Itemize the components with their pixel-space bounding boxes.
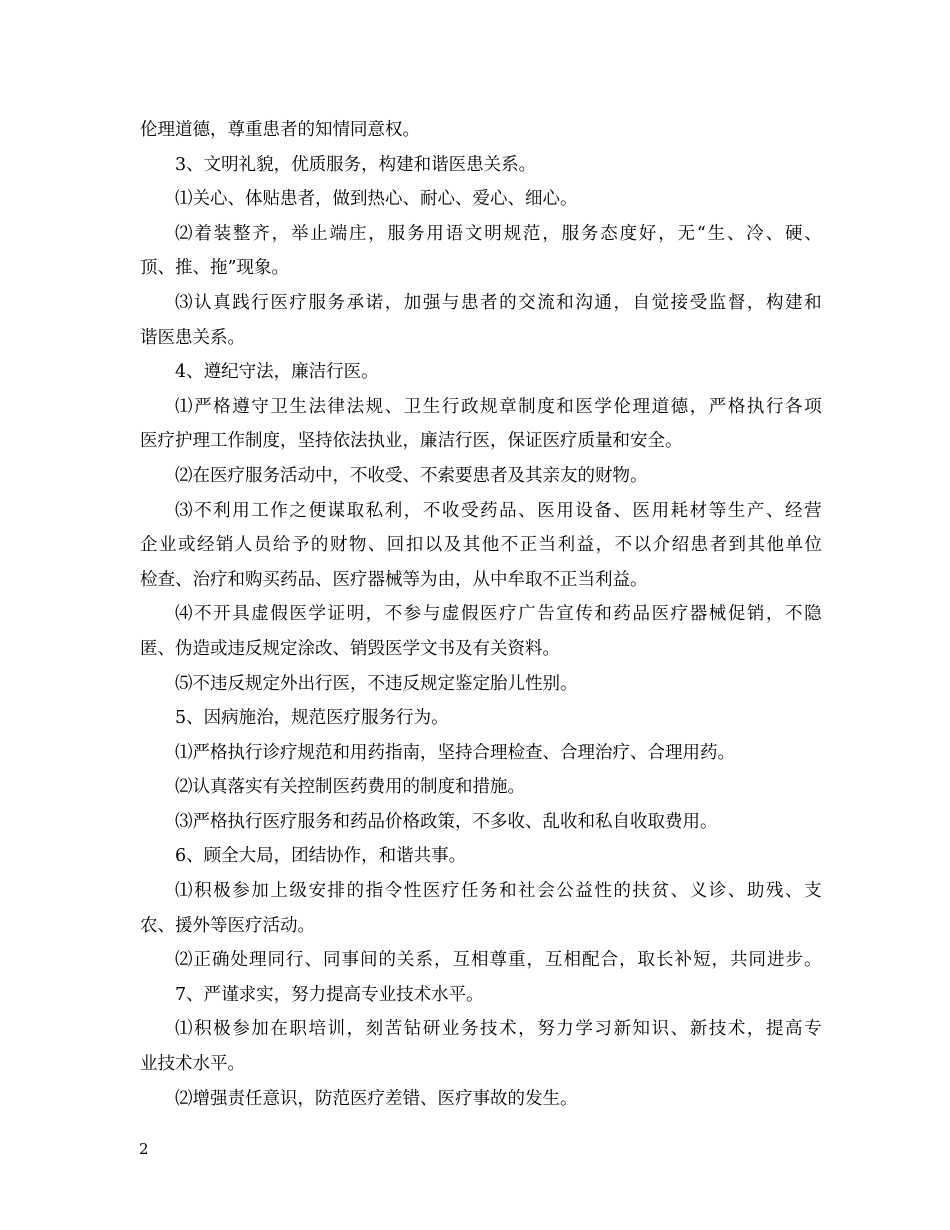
text-line: ⑶ 认 真 践 行 医 疗 服 务 承 诺 ， 加 强 与 患 者 的 交 流 和 沟 通 ， 自 觉 接 受 监 督 ， 构 建 和 [175,292,822,313]
text-line: ⑴严格执行诊疗规范和用药指南，坚持合理检查、合理治疗、合理用药。 [175,742,735,763]
text-line: ⑶ 不 利 用 工 作 之 便 谋 取 私 利 ， 不 收 受 药 品 、 医 用 设 备 、 医 用 耗 材 等 生 产 、 经 营 [175,500,822,521]
page-number: 2 [139,1140,149,1158]
text-line: 谐医患关系。 [140,327,245,348]
text-line: ⑵增强责任意识，防范医疗差错、医疗事故的发生。 [175,1088,578,1109]
text-line: ⑸不违反规定外出行医，不违反规定鉴定胎儿性别。 [175,673,578,694]
text-line: 医疗护理工作制度，坚持依法执业，廉洁行医，保证医疗质量和安全。 [140,431,683,452]
section-heading: 4、遵纪守法，廉洁行医。 [175,362,379,383]
text-line: 检查、治疗和购买药品、医疗器械等为由，从中牟取不正当利益。 [140,569,648,590]
text-line: ⑵ 着 装 整 齐 ， 举 止 端 庄 ， 服 务 用 语 文 明 规 范 ， 服 务 态 度 好 ， 无 “ 生 、 冷 、 硬 、 [175,223,822,244]
text-line: 农、援外等医疗活动。 [140,915,315,936]
text-line: ⑵认真落实有关控制医药费用的制度和措施。 [175,777,525,798]
section-heading: 3、文明礼貌，优质服务，构建和谐医患关系。 [175,154,537,175]
text-line: ⑴关心、体贴患者，做到热心、耐心、爱心、细心。 [175,189,578,210]
text-line: ⑴ 严 格 遵 守 卫 生 法 律 法 规 、 卫 生 行 政 规 章 制 度 和 医 学 伦 理 道 德 ， 严 格 执 行 各 项 [175,396,822,417]
text-line: 伦理道德，尊重患者的知情同意权。 [140,120,420,140]
section-heading: 6、顾全大局，团结协作，和谐共事。 [175,846,467,867]
text-line: ⑵在医疗服务活动中，不收受、不索要患者及其亲友的财物。 [175,465,648,486]
text-line: 业技术水平。 [140,1054,245,1075]
text-line: 企 业 或 经 销 人 员 给 予 的 财 物 、 回 扣 以 及 其 他 不 正 当 利 益 ， 不 以 介 绍 患 者 到 其 他 单 位 [140,535,822,556]
text-line: 顶、推、拖”现象。 [140,258,289,279]
text-line: ⑶严格执行医疗服务和药品价格政策，不多收、乱收和私自收取费用。 [175,811,718,832]
text-line: ⑷ 不 开 具 虚 假 医 学 证 明 ， 不 参 与 虚 假 医 疗 广 告 宣 传 和 药 品 医 疗 器 械 促 销 ， 不 隐 [175,604,822,625]
section-heading: 5、因病施治，规范医疗服务行为。 [175,708,449,729]
text-line: ⑴ 积 极 参 加 上 级 安 排 的 指 令 性 医 疗 任 务 和 社 会 公 益 性 的 扶 贫 、 义 诊 、 助 残 、 支 [175,881,822,902]
text-line: ⑴ 积 极 参 加 在 职 培 训 ， 刻 苦 钻 研 业 务 技 术 ， 努 力 学 习 新 知 识 、 新 技 术 ， 提 高 专 [175,1019,822,1040]
text-line: 匿、伪造或违反规定涂改、销毁医学文书及有关资料。 [140,638,560,659]
body-text [140,113,822,1116]
text-line: ⑵ 正 确 处 理 同 行 、 同 事 间 的 关 系 ， 互 相 尊 重 ， 互 相 配 合 ， 取 长 补 短 ， 共 同 进 步 。 [175,950,822,971]
section-heading: 7、严谨求实，努力提高专业技术水平。 [175,984,484,1005]
